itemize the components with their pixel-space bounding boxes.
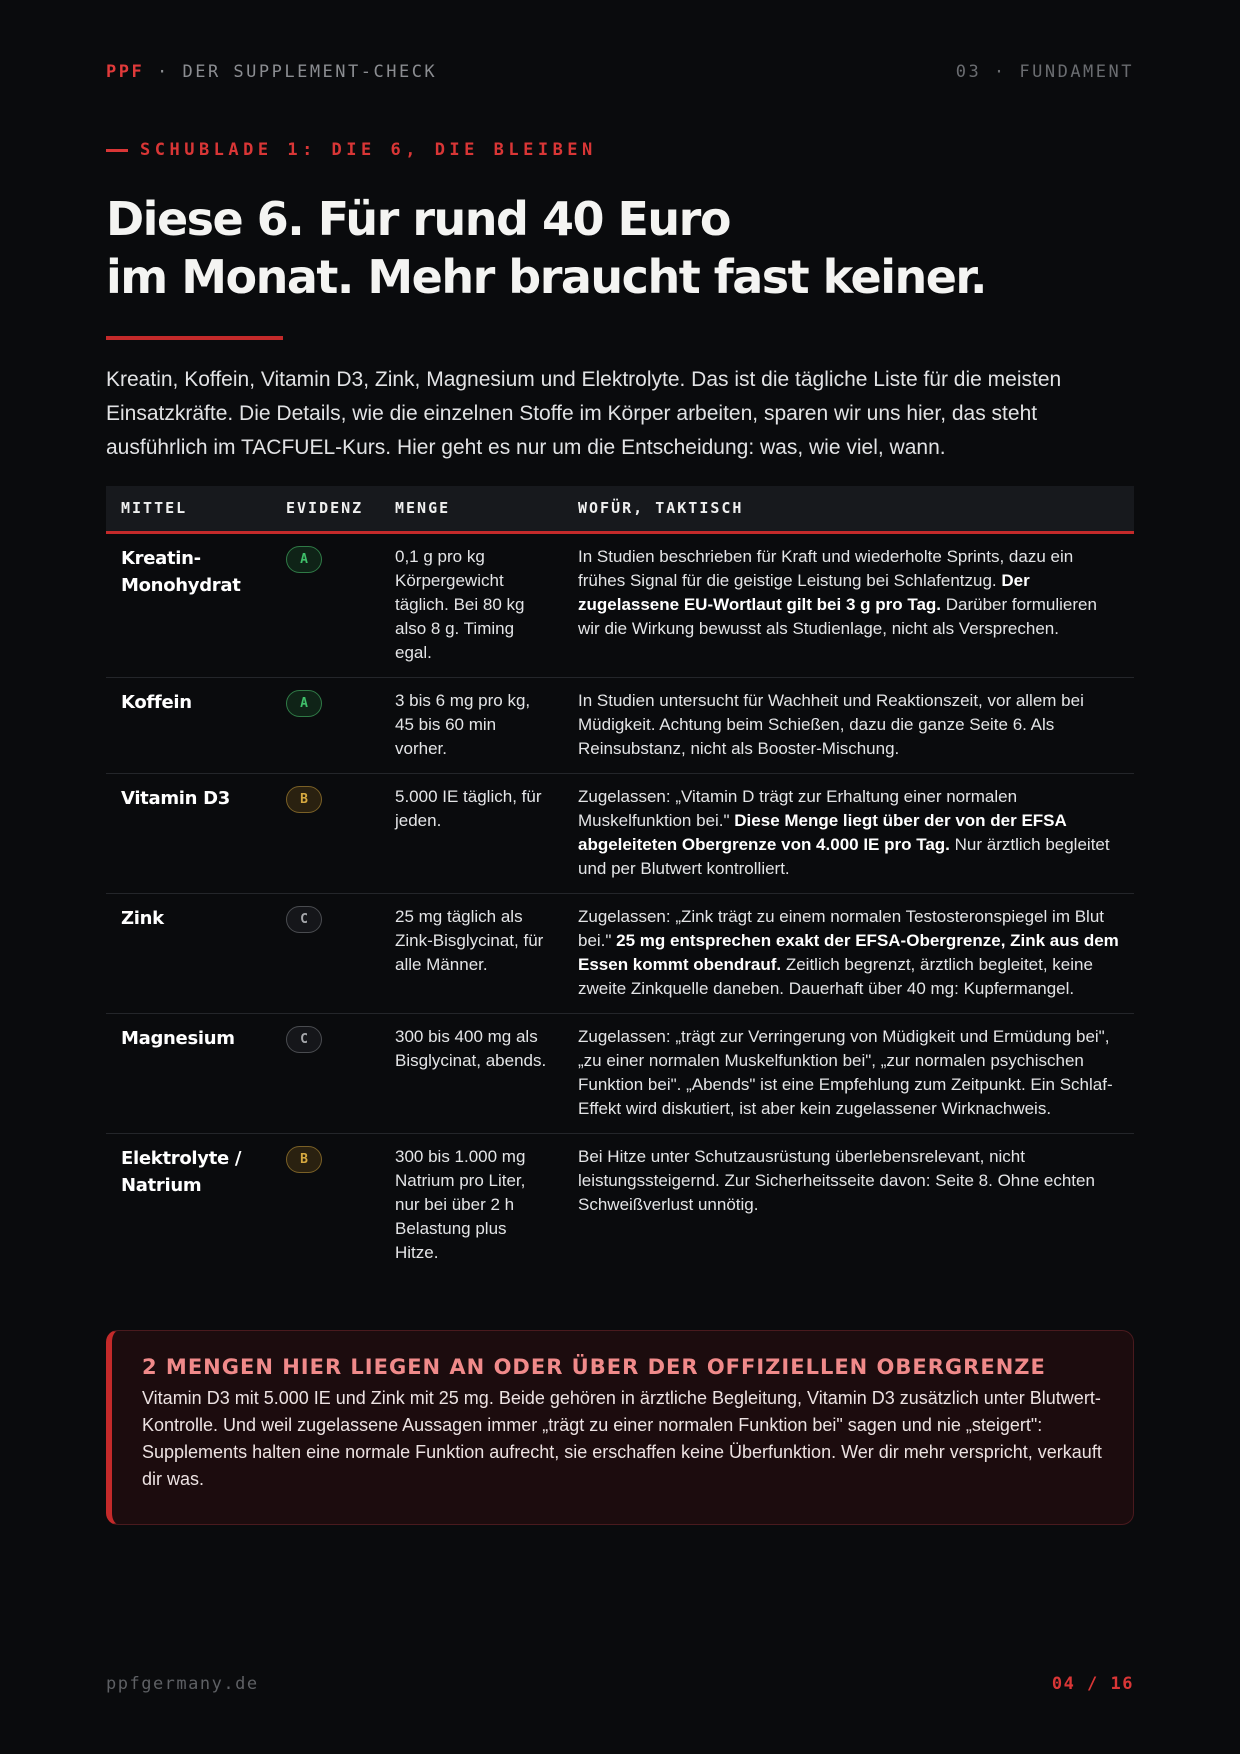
purpose-text: Zugelassen: „trägt zur Verringerung von Müdigkeit und Ermüdung bei", „zu einer normalen Muskelfunktion bei", „zur normalen psychischen Funktion bei". „Abends" ist eine Empfehlung zum Zeitpunkt. Ein Schlaf-Effekt wird diskutiert, ist aber kein zugelassener Wirknachweis. [578, 1026, 1113, 1118]
evidence-badge: A [286, 690, 322, 717]
table-row [106, 893, 1134, 1013]
callout-text: Vitamin D3 mit 5.000 IE und Zink mit 25 mg. Beide gehören in ärztliche Begleitung, Vitamin D3 zusätzlich unter Blutwert-Kontrolle. Und weil zugelassene Aussagen immer „trägt zu einer normalen Funktion bei" sagen und nie „steigert": Supplements halten eine normale Funktion aufrecht, sie erschaffen keine Überfunktion. Wer dir mehr verspricht, verkauft dir was. [142, 1388, 1102, 1489]
cell-name [106, 1133, 271, 1277]
purpose-highlight: 25 mg entsprechen exakt der EFSA-Obergrenze, Zink aus dem Essen kommt obendrauf. [578, 930, 1119, 974]
section-eyebrow [106, 140, 597, 160]
purpose-text: Nur ärztlich begleitet und per Blutwert kontrolliert. [578, 834, 1110, 878]
cell-purpose [563, 1133, 1134, 1277]
cell-purpose [563, 893, 1134, 1013]
title-line-2: im Monat. Mehr braucht fast keiner. [106, 250, 987, 304]
cell-evidence [271, 773, 380, 893]
title-divider [106, 336, 283, 340]
page-title [106, 190, 1136, 306]
header-separator: · [156, 62, 170, 82]
supplement-name: Kreatin-Monohydrat [121, 547, 241, 596]
cell-name [106, 893, 271, 1013]
brand-logo-text: PPF [106, 62, 145, 82]
cell-amount: 5.000 IE täglich, für jeden. [380, 773, 563, 893]
purpose-text: In Studien untersucht für Wachheit und Reaktionszeit, vor allem bei Müdigkeit. Achtung beim Schießen, dazu die ganze Seite 6. Als Reinsubstanz, nicht als Booster-Mischung. [578, 690, 1084, 758]
header-name: MITTEL [106, 486, 271, 532]
supplement-table [106, 486, 1134, 1277]
evidence-badge: C [286, 1026, 322, 1053]
cell-amount: 300 bis 400 mg als Bisglycinat, abends. [380, 1013, 563, 1133]
cell-purpose [563, 1013, 1134, 1133]
table-body [106, 532, 1134, 1277]
eyebrow-dash [106, 149, 128, 152]
supplement-name: Vitamin D3 [121, 787, 231, 809]
purpose-highlight: Diese Menge liegt über der von der EFSA abgeleiteten Obergrenze von 4.000 IE pro Tag. [578, 810, 1067, 854]
purpose-highlight: Der zugelassene EU-Wortlaut gilt bei 3 g pro Tag. [578, 570, 1030, 614]
page-footer [106, 1672, 1134, 1696]
cell-name [106, 677, 271, 773]
page-header [106, 60, 1134, 84]
cell-amount: 0,1 g pro kg Körpergewicht täglich. Bei 80 kg also 8 g. Timing egal. [380, 532, 563, 677]
cell-amount: 3 bis 6 mg pro kg, 45 bis 60 min vorher. [380, 677, 563, 773]
table-row [106, 1133, 1134, 1277]
supplement-name: Elektrolyte / Natrium [121, 1147, 242, 1196]
evidence-badge: C [286, 906, 322, 933]
purpose-text: Bei Hitze unter Schutzausrüstung überlebensrelevant, nicht leistungssteigernd. Zur Sicherheitsseite davon: Seite 8. Ohne echten Schweißverlust unnötig. [578, 1146, 1095, 1214]
callout-title: 2 MENGEN HIER LIEGEN AN ODER ÜBER DER OFFIZIELLEN OBERGRENZE [142, 1355, 1046, 1379]
supplement-name: Zink [121, 907, 164, 929]
cell-purpose [563, 773, 1134, 893]
evidence-badge: B [286, 786, 322, 813]
header-purpose: WOFÜR, TAKTISCH [563, 486, 1134, 532]
table-row [106, 677, 1134, 773]
cell-evidence [271, 532, 380, 677]
cell-name [106, 773, 271, 893]
evidence-badge: B [286, 1146, 322, 1173]
lead-paragraph: Kreatin, Koffein, Vitamin D3, Zink, Magnesium und Elektrolyte. Das ist die tägliche Liste für die meisten Einsatzkräfte. Die Details, wie die einzelnen Stoffe im Körper arbeiten, sparen wir uns hier, das steht ausführlich im TACFUEL-Kurs. Hier geht es nur um die Entscheidung: was, wie viel, wann. [106, 368, 1062, 459]
supplement-name: Magnesium [121, 1027, 235, 1049]
evidence-badge: A [286, 546, 322, 573]
section-label: 03 · FUNDAMENT [955, 62, 1134, 82]
table-row [106, 1013, 1134, 1133]
purpose-text: Zeitlich begrenzt, ärztlich begleitet, keine zweite Zinkquelle daneben. Dauerhaft über 40 mg: Kupfermangel. [578, 954, 1093, 998]
header-evidence: EVIDENZ [271, 486, 380, 532]
cell-purpose [563, 532, 1134, 677]
purpose-text: In Studien beschrieben für Kraft und wiederholte Sprints, dazu ein frühes Signal für die geistige Leistung bei Schlafentzug. [578, 546, 1074, 590]
supplement-name: Koffein [121, 691, 192, 713]
warning-callout [106, 1330, 1134, 1525]
cell-amount: 25 mg täglich als Zink-Bisglycinat, für alle Männer. [380, 893, 563, 1013]
purpose-text: Darüber formulieren wir die Wirkung bewusst als Studienlage, nicht als Versprechen. [578, 594, 1097, 638]
header-left [106, 62, 437, 82]
document-title: DER SUPPLEMENT-CHECK [182, 62, 438, 82]
cell-evidence [271, 1133, 380, 1277]
cell-purpose [563, 677, 1134, 773]
table-row [106, 532, 1134, 677]
cell-name [106, 532, 271, 677]
cell-evidence [271, 893, 380, 1013]
table-header-row [106, 486, 1134, 532]
table-row [106, 773, 1134, 893]
eyebrow-text: SCHUBLADE 1: DIE 6, DIE BLEIBEN [140, 140, 597, 160]
cell-amount: 300 bis 1.000 mg Natrium pro Liter, nur bei über 2 h Belastung plus Hitze. [395, 1146, 526, 1262]
purpose-text: Zugelassen: „Zink trägt zu einem normalen Testosteronspiegel im Blut bei." [578, 906, 1104, 950]
footer-website: ppfgermany.de [106, 1674, 259, 1694]
cell-evidence [271, 1013, 380, 1133]
cell-evidence [271, 677, 380, 773]
title-line-1: Diese 6. Für rund 40 Euro [106, 192, 730, 246]
purpose-text: Zugelassen: „Vitamin D trägt zur Erhaltung einer normalen Muskelfunktion bei." [578, 786, 1018, 830]
page-number: 04 / 16 [1051, 1674, 1134, 1694]
cell-name [106, 1013, 271, 1133]
header-amount: MENGE [380, 486, 563, 532]
